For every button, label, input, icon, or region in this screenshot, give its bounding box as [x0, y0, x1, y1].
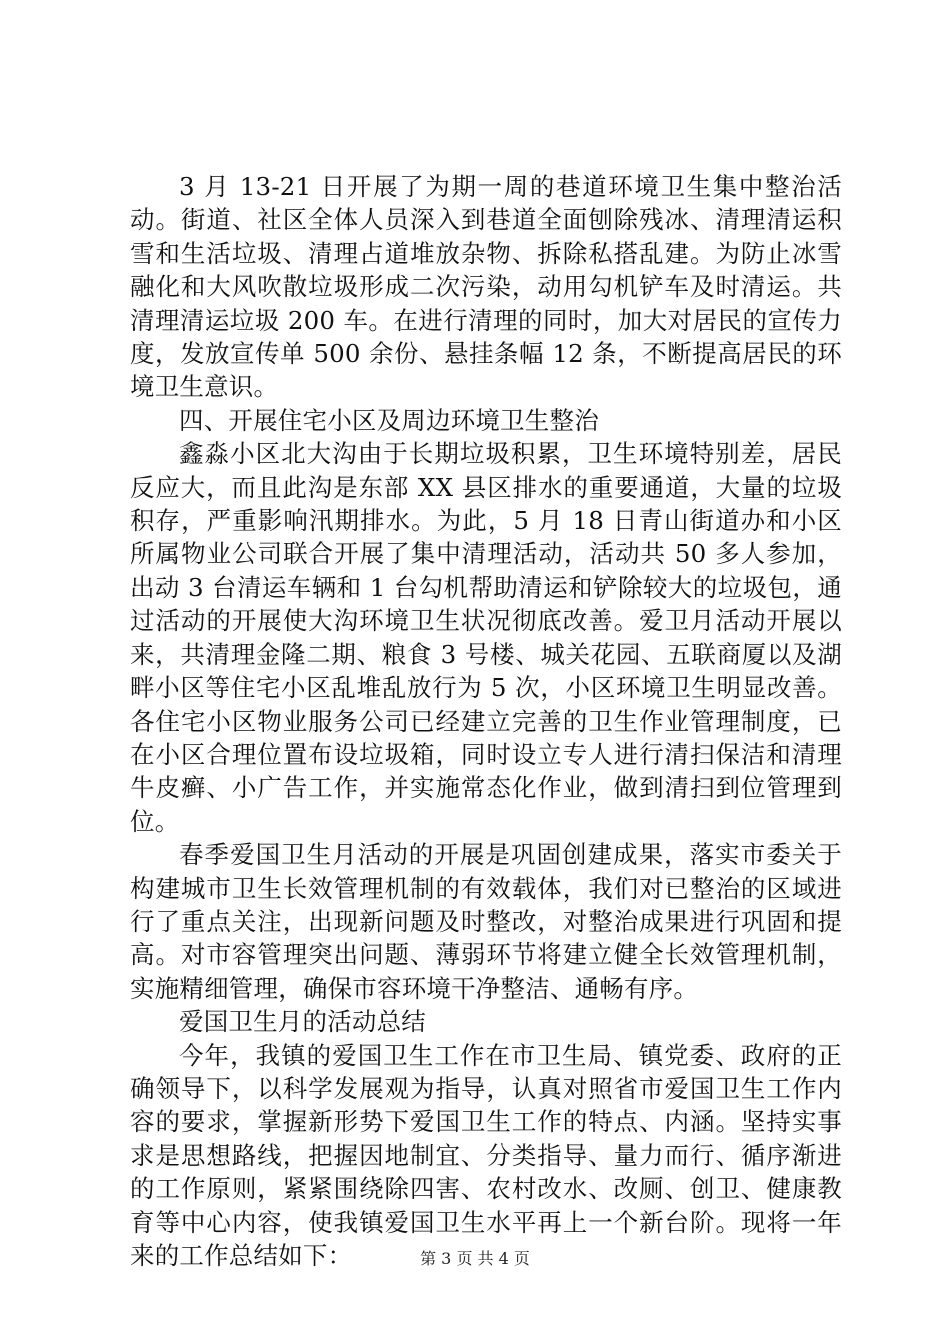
document-body — [130, 170, 842, 1272]
section-heading-summary: 爱国卫生月的活动总结 — [179, 1007, 426, 1037]
section-heading-residential: 四、开展住宅小区及周边环境卫生整治 — [179, 405, 599, 435]
page-footer: 第 3 页 共 4 页 — [420, 1249, 530, 1268]
paragraph-spring-month: 春季爱国卫生月活动的开展是巩固创建成果，落实市委关于构建城市卫生长效管理机制的有效载体，我们对已整治的区域进行了重点关注，出现新问题及时整改，对整治成果进行巩固和提高。对市容管理突出问题、薄弱环节将建立健全长效管理机制，实施精细管理，确保市容环境干净整洁、通畅有序。 — [130, 840, 842, 1003]
paragraph-cleanup-campaign: 3 月 13-21 日开展了为期一周的巷道环境卫生集中整治活动。街道、社区全体人员深入到巷道全面刨除残冰、清理清运积雪和生活垃圾、清理占道堆放杂物、拆除私搭乱建。为防止冰雪融化和大风吹散垃圾形成二次污染，动用勾机铲车及时清运。共清理清运垃圾 200 车。在进行清理的同时，加大对居民的宣传力度，发放宣传单 500 余份、悬挂条幅 12 条，不断提高居民的环境卫生意识。 — [130, 172, 842, 402]
paragraph-residential-cleanup: 鑫淼小区北大沟由于长期垃圾积累，卫生环境特别差，居民反应大，而且此沟是东部 XX 县区排水的重要通道，大量的垃圾积存，严重影响汛期排水。为此，5 月 18 日青山街道办和小区所属物业公司联合开展了集中清理活动，活动共 50 多人参加，出动 3 台清运车辆和 1 台勾机帮助清运和铲除较大的垃圾包，通过活动的开展使大沟环境卫生状况彻底改善。爱卫月活动开展以来，共清理金隆二期、粮食 3 号楼、城关花园、五联商厦以及湖畔小区等住宅小区乱堆乱放行为 5 次，小区环境卫生明显改善。各住宅小区物业服务公司已经建立完善的卫生作业管理制度，已在小区合理位置布设垃圾箱，同时设立专人进行清扫保洁和清理牛皮癣、小广告工作，并实施常态化作业，做到清扫到位管理到位。 — [130, 439, 842, 836]
paragraph-annual-summary: 今年，我镇的爱国卫生工作在市卫生局、镇党委、政府的正确领导下，以科学发展观为指导，认真对照省市爱国卫生工作内容的要求，掌握新形势下爱国卫生工作的特点、内涵。坚持实事求是思想路线，把握因地制宜、分类指导、量力而行、循序渐进的工作原则，紧紧围绕除四害、农村改水、改厕、创卫、健康教育等中心内容，使我镇爱国卫生水平再上一个新台阶。现将一年来的工作总结如下： — [130, 1040, 842, 1270]
